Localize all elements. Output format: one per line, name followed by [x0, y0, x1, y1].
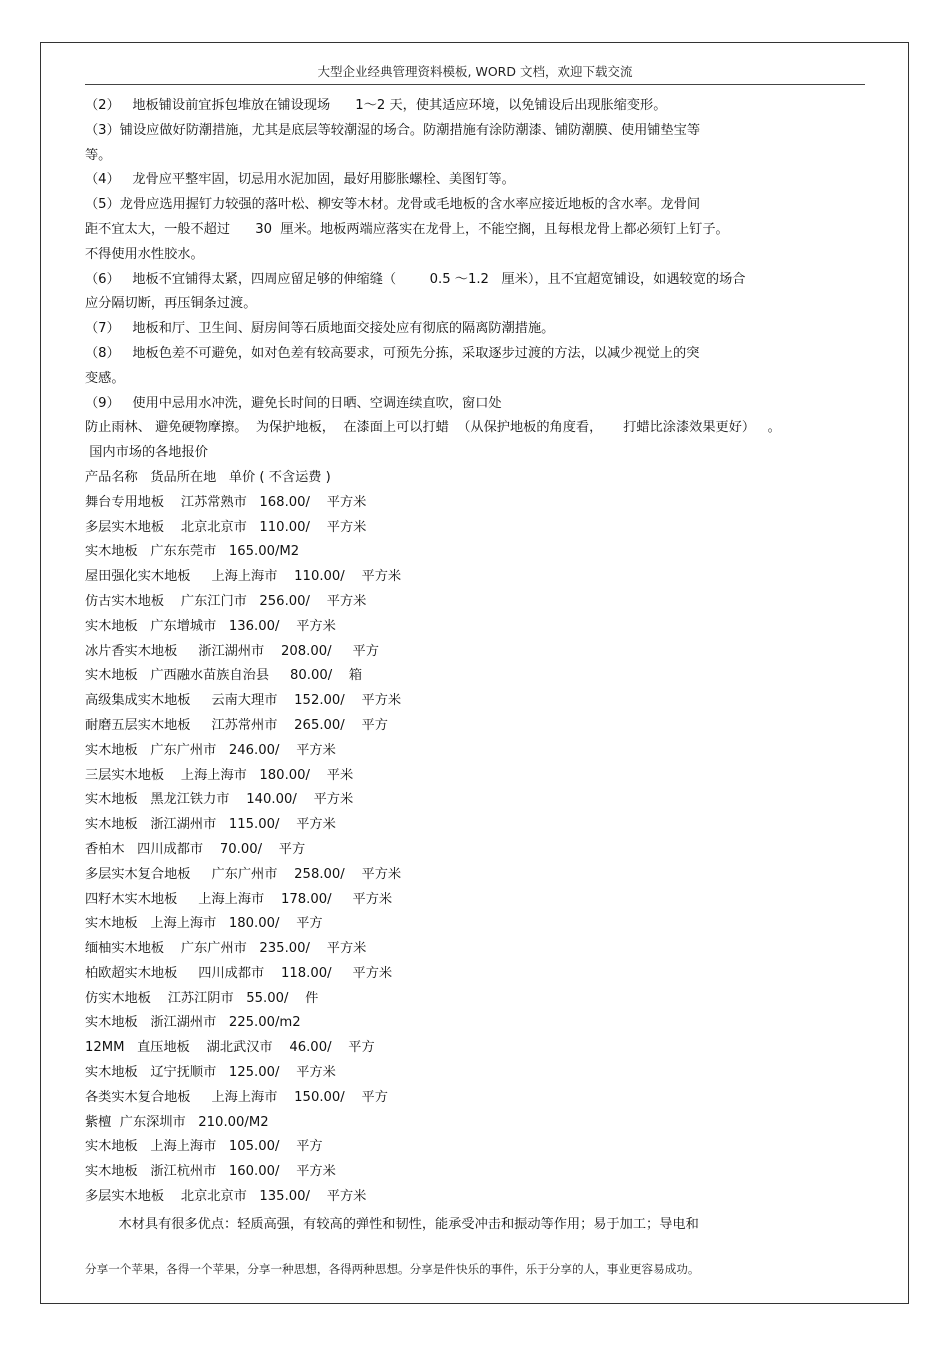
text-line: （2） 地板铺设前宜拆包堆放在铺设现场 1～2 天，使其适应环境，以免铺设后出现胀缩变形。	[85, 98, 667, 113]
text-line: 多层实木复合地板 广东广州市 258.00/ 平方米	[85, 866, 402, 882]
text-line: 实木地板 广东广州市 246.00/ 平方米	[85, 742, 336, 758]
text-line: 不得使用水性胶水。	[85, 246, 204, 262]
text-line: 实木地板 上海上海市 105.00/ 平方	[85, 1139, 323, 1155]
text-line: 实木地板 上海上海市 180.00/ 平方	[85, 916, 323, 932]
text-line: （8） 地板色差不可避免，如对色差有较高要求，可预先分拣，采取逐步过渡的方法，以减少视觉上的突	[85, 345, 700, 361]
text-line: 实木地板 浙江杭州市 160.00/ 平方米	[85, 1164, 336, 1180]
text-line: （7） 地板和厅、卫生间、厨房间等石质地面交接处应有彻底的隔离防潮措施。	[85, 321, 555, 337]
text-line: 耐磨五层实木地板 江苏常州市 265.00/ 平方	[85, 717, 388, 733]
text-line: 国内市场的各地报价	[85, 445, 208, 461]
text-line: 实木地板 广东东莞市 165.00/M2	[85, 544, 300, 560]
text-line: 三层实木地板 上海上海市 180.00/ 平米	[85, 767, 354, 783]
text-line: 紫檀 广东深圳市 210.00/M2	[85, 1114, 269, 1130]
text-line: 柏欧超实木地板 四川成都市 118.00/ 平方米	[85, 965, 393, 981]
text-line: 实木地板 黑龙江铁力市 140.00/ 平方米	[85, 792, 354, 808]
text-line: 高级集成实木地板 云南大理市 152.00/ 平方米	[85, 693, 402, 709]
page-footer: 分享一个苹果，各得一个苹果，分享一种思想，各得两种思想。分享是件快乐的事件，乐于分享的人，事业更容易成功。	[85, 1262, 700, 1276]
page-header: 大型企业经典管理资料模板, WORD 文档，欢迎下载交流	[317, 64, 633, 79]
text-line: 屋田强化实木地板 上海上海市 110.00/ 平方米	[85, 569, 402, 585]
text-line: 多层实木地板 北京北京市 110.00/ 平方米	[85, 519, 367, 535]
text-line: 等。	[85, 147, 112, 163]
text-line: 舞台专用地板 江苏常熟市 168.00/ 平方米	[85, 494, 367, 510]
text-line: （5）龙骨应选用握钉力较强的落叶松、柳安等木材。龙骨或毛地板的含水率应接近地板的含水率。龙骨间	[85, 197, 701, 213]
header-rule	[85, 84, 865, 85]
text-line: 冰片香实木地板 浙江湖州市 208.00/ 平方	[85, 643, 379, 659]
text-line: 四籽木实木地板 上海上海市 178.00/ 平方米	[85, 891, 393, 907]
text-line: 变感。	[85, 370, 125, 386]
text-line: 多层实木地板 北京北京市 135.00/ 平方米	[85, 1189, 367, 1205]
text-line: 实木地板 浙江湖州市 225.00/m2	[85, 1015, 301, 1031]
text-line: （6） 地板不宜铺得太紧，四周应留足够的伸缩缝（ 0.5 ～1.2 厘米），且不宜超宽铺设，如遇较宽的场合	[85, 271, 746, 287]
text-line: 防止雨林、 避免硬物摩擦。 为保护地板， 在漆面上可以打蜡 （从保护地板的角度看， 打蜡比涂漆效果更好） 。	[85, 420, 781, 436]
text-line: （3）铺设应做好防潮措施，尤其是底层等较潮湿的场合。防潮措施有涂防潮漆、铺防潮膜、使用铺垫宝等	[85, 122, 701, 138]
text-line: 香柏木 四川成都市 70.00/ 平方	[85, 841, 306, 857]
text-line: 12MM 直压地板 湖北武汉市 46.00/ 平方	[85, 1040, 375, 1056]
text-line: 实木地板 浙江湖州市 115.00/ 平方米	[85, 817, 336, 833]
text-line: （9） 使用中忌用水冲洗，避免长时间的日晒、空调连续直吹，窗口处	[85, 395, 502, 411]
text-line: 实木地板 广东增城市 136.00/ 平方米	[85, 618, 336, 634]
text-line: 仿古实木地板 广东江门市 256.00/ 平方米	[85, 593, 367, 609]
text-line: 缅柚实木地板 广东广州市 235.00/ 平方米	[85, 941, 367, 957]
text-line: 仿实木地板 江苏江阴市 55.00/ 件	[85, 990, 319, 1006]
text-line: 距不宜太大，一般不超过 30 厘米。地板两端应落实在龙骨上，不能空搁，且每根龙骨上都必须钉上钉子。	[85, 221, 729, 237]
closing-paragraph: 木材具有很多优点：轻质高强，有较高的弹性和韧性，能承受冲击和振动等作用；易于加工；导电和	[85, 1217, 699, 1232]
document-body	[85, 94, 865, 1210]
text-line: 应分隔切断，再压铜条过渡。	[85, 296, 257, 312]
text-line: 实木地板 辽宁抚顺市 125.00/ 平方米	[85, 1065, 336, 1081]
text-line: （4） 龙骨应平整牢固，切忌用水泥加固，最好用膨胀螺栓、美图钉等。	[85, 172, 515, 188]
text-line: 各类实木复合地板 上海上海市 150.00/ 平方	[85, 1089, 388, 1105]
text-line: 实木地板 广西融水苗族自治县 80.00/ 箱	[85, 668, 363, 684]
text-line: 产品名称 货品所在地 单价 ( 不含运费 )	[85, 469, 331, 485]
